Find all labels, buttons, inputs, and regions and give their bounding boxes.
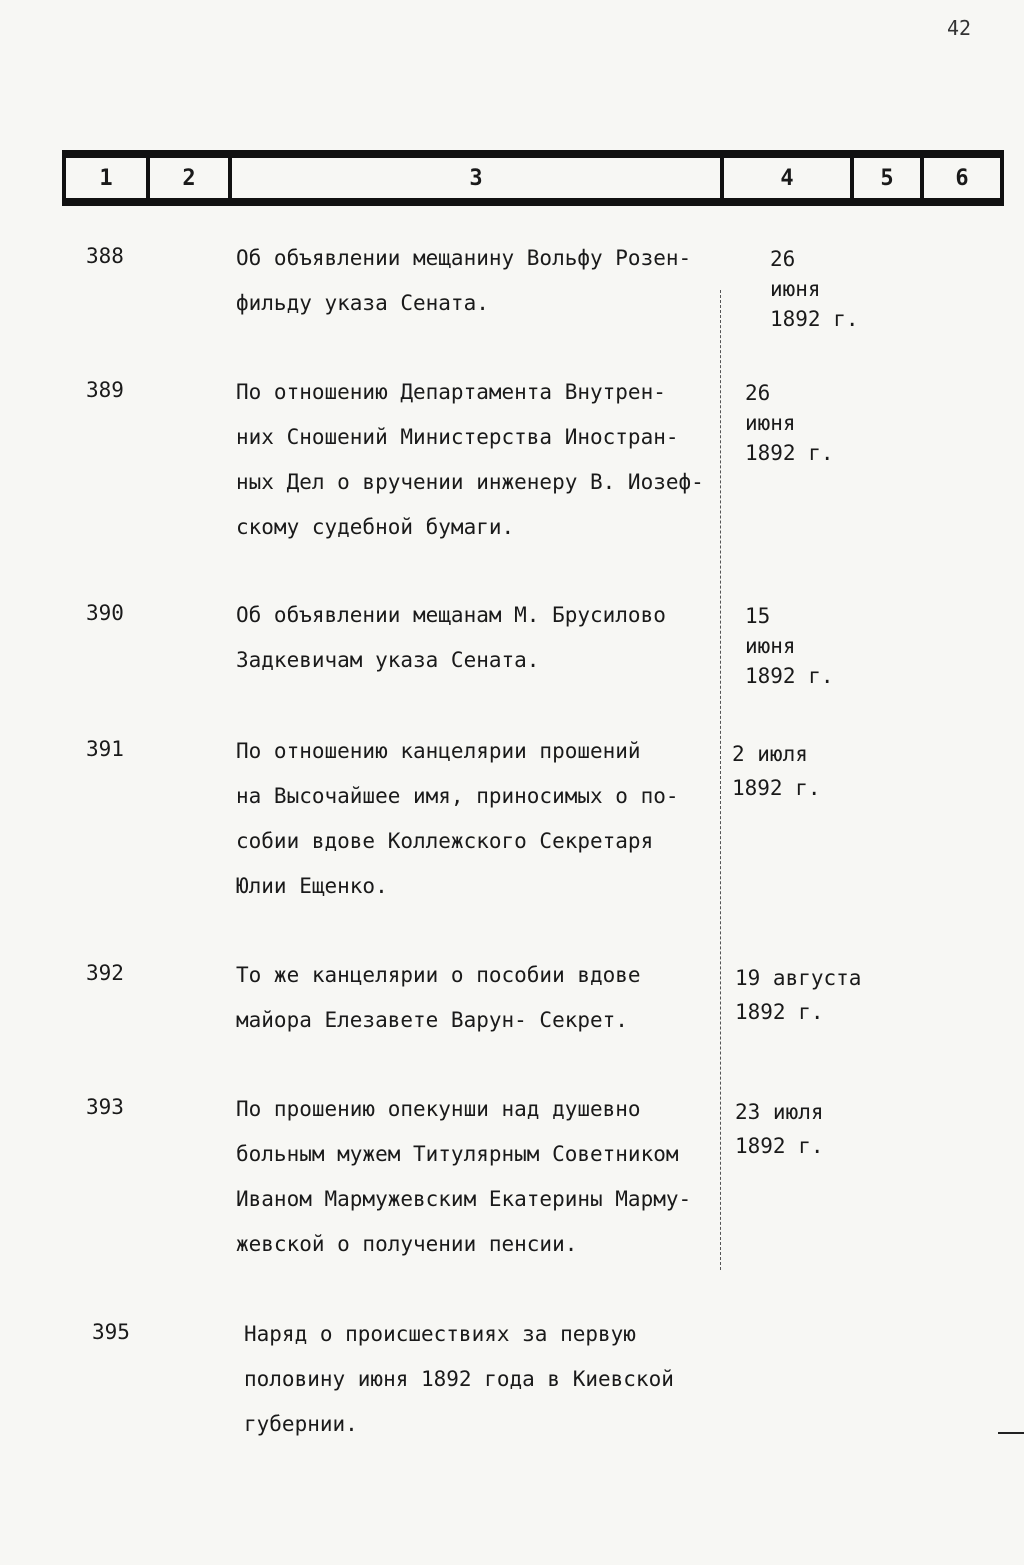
entry-number: 393 bbox=[86, 1095, 124, 1119]
column-header-4: 4 bbox=[724, 158, 854, 198]
entry-number: 392 bbox=[86, 961, 124, 985]
column-header-bar bbox=[62, 150, 1004, 206]
entry-date: 2 июля 1892 г. bbox=[732, 742, 821, 800]
column-header-3: 3 bbox=[232, 158, 724, 198]
entry-description: По отношению канцелярии прошений на Высочайшее имя, приносимых о по- собии вдове Коллежского Секретаря Юлии Ещенко. bbox=[236, 739, 679, 898]
entry-date: 26 июня 1892 г. bbox=[770, 247, 859, 331]
column-header-2: 2 bbox=[150, 158, 232, 198]
page-number: 42 bbox=[947, 16, 972, 40]
entry-description: Наряд о происшествиях за первую половину июня 1892 года в Киевской губернии. bbox=[244, 1322, 674, 1436]
entry-number: 388 bbox=[86, 244, 124, 268]
entry-date: 23 июля 1892 г. bbox=[735, 1100, 824, 1158]
entry-date: 26 июня 1892 г. bbox=[745, 381, 834, 465]
column-header-5: 5 bbox=[854, 158, 924, 198]
entry-description: По отношению Департамента Внутрен- них Сношений Министерства Иностран- ных Дел о вручении инженеру В. Иозеф- скому судебной бумаги. bbox=[236, 380, 704, 539]
entry-number: 390 bbox=[86, 601, 124, 625]
margin-dash-mark bbox=[998, 1432, 1024, 1434]
entry-description: То же канцелярии о пособии вдове майора Елезавете Варун- Секрет. bbox=[236, 963, 641, 1032]
entry-number: 391 bbox=[86, 737, 124, 761]
column-header-1: 1 bbox=[66, 158, 150, 198]
entry-date: 15 июня 1892 г. bbox=[745, 604, 834, 688]
column-header-6: 6 bbox=[955, 165, 969, 191]
entry-number: 395 bbox=[92, 1320, 130, 1344]
entry-description: Об объявлении мещанину Вольфу Розен- фильду указа Сената. bbox=[236, 246, 692, 315]
entry-description: По прошению опекунши над душевно больным мужем Титулярным Советником Иваном Мармужевским Екатерины Марму- жевской о получении пенсии. bbox=[236, 1097, 692, 1256]
entry-date: 19 августа 1892 г. bbox=[735, 966, 862, 1024]
entry-description: Об объявлении мещанам М. Брусилово Задкевичам указа Сената. bbox=[236, 603, 666, 672]
entry-number: 389 bbox=[86, 378, 124, 402]
